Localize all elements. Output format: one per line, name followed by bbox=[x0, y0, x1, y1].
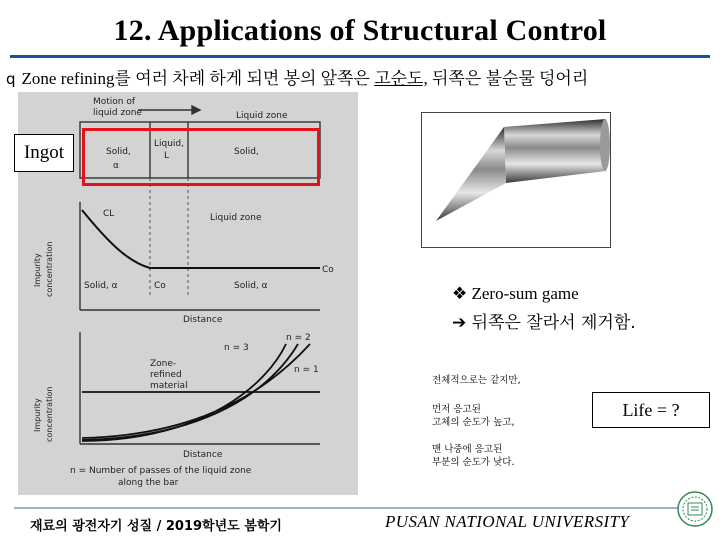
note-last-solid-line2: 부분의 순도가 낮다. bbox=[432, 457, 515, 468]
note-overall: 전체적으로는 같지만, bbox=[432, 375, 521, 386]
zero-sum-bullet bbox=[452, 284, 579, 304]
zone-refined-label-1: Zone- bbox=[150, 359, 177, 369]
pass-curves bbox=[82, 344, 320, 441]
life-question-box: Life = ? bbox=[592, 392, 710, 428]
solid-a-right: Solid, α bbox=[234, 281, 268, 291]
concentration-curve bbox=[82, 210, 320, 268]
co-label-middle: Co bbox=[154, 281, 166, 291]
liquid-symbol: L bbox=[164, 151, 170, 161]
right-arrow-icon: ➔ bbox=[452, 313, 467, 333]
n1-label: n = 1 bbox=[294, 365, 319, 375]
zero-sum-text: Zero-sum game bbox=[471, 284, 579, 303]
bullet-text-start: Zone refining를 여러 차례 하게 되면 봉의 앞쪽은 bbox=[21, 69, 375, 88]
remove-back-note bbox=[452, 308, 636, 333]
bullet-marker: q bbox=[6, 70, 16, 88]
note-last-solid-line1: 맨 나중에 응고된 bbox=[432, 444, 503, 455]
ingot-highlight-box bbox=[82, 128, 320, 186]
y-axis-label-3: Impurity bbox=[33, 398, 42, 432]
motion-label-2: liquid zone bbox=[93, 108, 142, 118]
solid-a-left: Solid, α bbox=[84, 281, 118, 291]
bullet-text-end: 뒤쪽은 불순물 덩어리 bbox=[427, 69, 589, 88]
caption-line-2: along the bar bbox=[118, 478, 179, 488]
alpha-left: α bbox=[113, 161, 119, 171]
title-divider bbox=[10, 55, 710, 58]
n3-label: n = 3 bbox=[224, 343, 249, 353]
solid-left-label: Solid, bbox=[106, 147, 131, 157]
note-first-solid-line1: 먼저 응고된 bbox=[432, 404, 481, 415]
y-axis-label-4: concentration bbox=[45, 386, 54, 442]
caption-line-1: n = Number of passes of the liquid zone bbox=[70, 466, 252, 476]
bullet-text-underlined: 고순도, bbox=[374, 69, 428, 88]
ingot-photo bbox=[421, 112, 611, 248]
slide-title: 12. Applications of Structural Control bbox=[113, 14, 607, 47]
y-axis-label-1: Impurity bbox=[33, 253, 42, 287]
solid-right-label: Solid, bbox=[234, 147, 259, 157]
zone-refined-label-2: refined bbox=[150, 370, 182, 380]
motion-label-1: Motion of bbox=[93, 97, 136, 107]
cl-label: CL bbox=[103, 209, 115, 219]
note-first-solid-line2: 고체의 순도가 높고, bbox=[432, 417, 515, 428]
ingot-label: Ingot bbox=[14, 134, 74, 172]
distance-label-bottom: Distance bbox=[183, 450, 223, 460]
diamond-bullet-icon: ❖ bbox=[452, 284, 468, 303]
y-axis-label-2: concentration bbox=[45, 241, 54, 297]
footer-university: PUSAN NATIONAL UNIVERSITY bbox=[385, 512, 630, 531]
university-seal-icon bbox=[676, 490, 714, 528]
co-label-right: Co bbox=[322, 265, 334, 275]
footer-divider bbox=[14, 507, 702, 509]
concentration-axes bbox=[80, 202, 320, 310]
zone-refined-label-3: material bbox=[150, 381, 188, 391]
note-last-solid bbox=[432, 443, 514, 469]
liquid-zone-label-middle: Liquid zone bbox=[210, 213, 262, 223]
note-first-solid bbox=[432, 403, 514, 429]
remove-back-text: 뒤쪽은 잘라서 제거함. bbox=[471, 313, 636, 333]
liquid-zone-label-top: Liquid zone bbox=[236, 111, 288, 121]
distance-label-middle: Distance bbox=[183, 315, 223, 325]
liquid-label: Liquid, bbox=[154, 139, 185, 149]
footer-course: 재료의 광전자기 성질 / 2019학년도 봄학기 bbox=[30, 519, 282, 534]
n2-label: n = 2 bbox=[286, 333, 311, 343]
main-bullet bbox=[6, 64, 588, 89]
